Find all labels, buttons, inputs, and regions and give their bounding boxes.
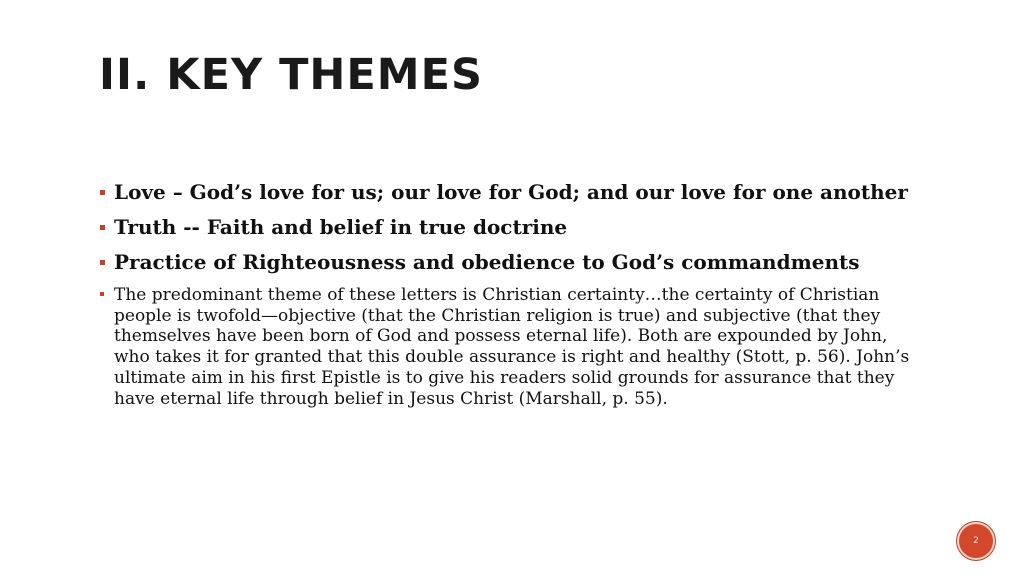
bullet-text: The predominant theme of these letters is Christian certainty…the certainty of Christian people is twofold—objective (that the Christian religion is true) and subjective (that they themselves have been born of God and possess eternal life). Both are expounded by John, who takes it for granted that this double assurance is right and healthy (Stott, p. 56). John’s ultimate aim in his first Epistle is to give his readers solid grounds for assurance that they have eternal life through belief in Jesus Christ (Marshall, p. 55).: [114, 285, 910, 409]
bullet-marker-icon: [100, 190, 105, 195]
bullet-marker-icon: [100, 292, 104, 296]
slide-title: II. KEY THEMES: [99, 50, 483, 100]
bullet-righteousness: [98, 250, 918, 275]
page-number: 2: [973, 536, 979, 546]
page-number-badge: [957, 522, 995, 560]
bullet-truth: [98, 215, 918, 240]
bullet-marker-icon: [100, 225, 105, 230]
bullet-certainty-paragraph: [98, 285, 918, 409]
bullet-text: Truth -- Faith and belief in true doctrine: [114, 215, 568, 239]
bullet-text: Practice of Righteousness and obedience to God’s commandments: [114, 250, 860, 274]
bullet-text: Love – God’s love for us; our love for God; and our love for one another: [114, 180, 908, 204]
bullet-love: [98, 180, 918, 205]
bullet-marker-icon: [100, 260, 105, 265]
bullet-list: [98, 180, 918, 409]
